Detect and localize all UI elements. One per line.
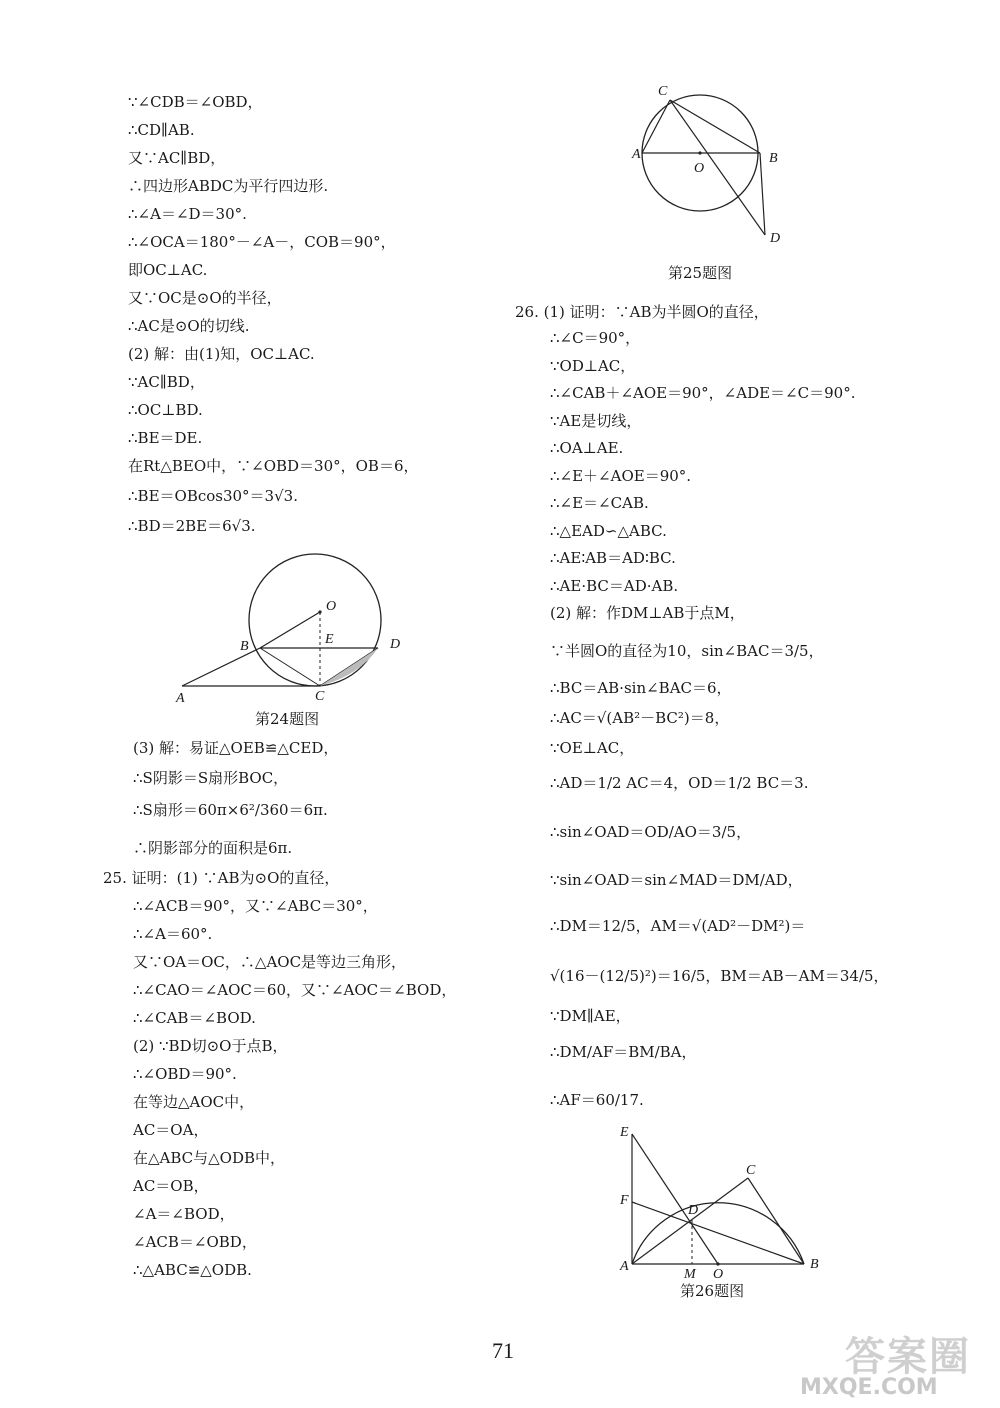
text-line: ∠ACB＝∠OBD， [133,1233,257,1251]
fig26-line-FB [632,1202,804,1264]
fig24-label-C: C [315,689,325,704]
text-line: ∴AC＝√(AB²－BC²)＝8， [550,709,730,727]
text-line: ∴∠E＝∠CAB. [550,494,649,512]
text-line: ∴DM/AF＝BM/BA， [550,1043,697,1061]
text-line: ∵半圆O的直径为10，sin∠BAC＝3/5， [550,642,824,660]
text-line: 26. (1) 证明：∵AB为半圆O的直径， [515,303,769,321]
text-line: ∵DM∥AE， [550,1007,631,1025]
text-line: ∴BE＝OBcos30°＝3√3. [128,487,298,505]
text-line: ∴∠CAB＝∠BOD. [133,1009,256,1027]
text-line: ∴AC是⊙O的切线. [128,317,250,335]
figure-25 [630,80,790,250]
fig24-label-A: A [176,691,185,706]
fig25-label-A: A [632,147,641,162]
fig26-label-C: C [746,1163,756,1178]
fig25-label-C: C [658,84,668,99]
fig25-label-D: D [770,231,781,246]
text-line: 在等边△AOC中， [133,1093,255,1111]
fig24-label-O: O [326,599,337,614]
fig25-label-B: B [769,151,778,166]
text-line: ∵sin∠OAD＝sin∠MAD＝DM/AD， [550,871,803,889]
text-line: ∵AE是切线， [550,412,642,430]
text-line: ∠A＝∠BOD， [133,1205,235,1223]
text-line: ∴S阴影＝S扇形BOC， [133,769,289,787]
watermark-url: MXQE.COM [800,1375,938,1400]
fig26-line-EO [632,1134,718,1264]
text-line: ∴BE＝DE. [128,429,203,447]
fig24-label-B: B [240,639,249,654]
text-line: ∴OC⊥BD. [128,401,203,419]
watermark-logo: 答案圈 [845,1334,971,1380]
fig24-label-E: E [325,632,334,647]
text-line: AC＝OA， [133,1121,209,1139]
text-line: ∴BC＝AB·sin∠BAC＝6， [550,679,732,697]
text-line: 又∵AC∥BD， [128,149,226,167]
text-line: ∴△ABC≌△ODB. [133,1261,252,1279]
text-line: ∵∠CDB＝∠OBD， [128,93,263,111]
text-line: √(16－(12/5)²)＝16/5，BM＝AB－AM＝34/5， [550,967,889,985]
fig25-line-BD [760,153,765,235]
text-line: ∴AD＝1/2 AC＝4，OD＝1/2 BC＝3. [550,774,809,792]
text-line: (2) 解：由(1)知，OC⊥AC. [128,345,315,363]
text-line: ∴∠A＝60°. [133,925,213,943]
fig25-caption: 第25题图 [668,264,733,282]
fig26-label-O: O [713,1267,724,1282]
text-line: (3) 解：易证△OEB≌△CED， [133,739,339,757]
fig24-circle [249,554,381,686]
text-line: ∴∠CAB＋∠AOE＝90°，∠ADE＝∠C＝90°. [550,384,856,402]
text-line: 在△ABC与△ODB中， [133,1149,286,1167]
fig24-label-D: D [390,637,401,652]
fig25-line-AC [642,100,670,153]
text-line: 即OC⊥AC. [128,261,208,279]
fig26-line-AC [632,1178,748,1264]
fig26-line-CB [748,1178,804,1264]
text-line: ∴∠E＋∠AOE＝90°. [550,467,692,485]
text-line: 又∵OA＝OC，∴△AOC是等边三角形， [133,953,407,971]
text-line: 25. 证明：(1) ∵AB为⊙O的直径， [103,869,340,887]
figure-26 [618,1122,828,1282]
text-line: ∴AE∶AB＝AD∶BC. [550,549,676,567]
text-line: ∵AC∥BD， [128,373,205,391]
text-line: ∴AF＝60/17. [550,1091,644,1109]
fig26-label-D: D [688,1203,699,1218]
fig26-label-F: F [620,1193,629,1208]
text-line: 在Rt△BEO中，∵∠OBD＝30°，OB＝6， [128,457,419,475]
text-line: ∴DM＝12/5，AM＝√(AD²－DM²)＝ [550,917,806,935]
fig25-label-O: O [694,161,705,176]
figure-24 [170,550,410,720]
text-line: 又∵OC是⊙O的半径， [128,289,282,307]
text-line: (2) 解：作DM⊥AB于点M， [550,604,745,622]
text-line: ∴∠CAO＝∠AOC＝60，又∵∠AOC＝∠BOD， [133,981,457,999]
fig26-label-A: A [620,1259,629,1274]
page-number: 71 [492,1338,514,1363]
text-line: ∵OD⊥AC， [550,357,636,375]
text-line: ∴∠ACB＝90°，又∵∠ABC＝30°， [133,897,378,915]
text-line: (2) ∵BD切⊙O于点B， [133,1037,288,1055]
text-line: ∴S扇形＝60π×6²/360＝6π. [133,801,328,819]
text-line: ∴BD＝2BE＝6√3. [128,517,256,535]
text-line: ∴∠OBD＝90°. [133,1065,237,1083]
fig26-label-E: E [620,1125,629,1140]
text-line: ∴AE·BC＝AD·AB. [550,577,679,595]
text-line: AC＝OB， [133,1177,209,1195]
text-line: ∴CD∥AB. [128,121,195,139]
text-line: ∴四边形ABDC为平行四边形. [128,177,329,195]
fig24-line-BO [260,612,320,648]
fig26-label-B: B [810,1257,819,1272]
text-line: ∴△EAD∽△ABC. [550,522,667,540]
fig26-label-M: M [684,1267,696,1282]
fig25-line-CB [670,100,760,153]
text-line: ∴sin∠OAD＝OD/AO＝3/5， [550,823,752,841]
text-line: ∴∠OCA＝180°－∠A－，COB＝90°， [128,233,396,251]
text-line: ∴阴影部分的面积是6π. [133,839,293,857]
fig26-caption: 第26题图 [680,1282,745,1300]
text-line: ∴∠A＝∠D＝30°. [128,205,247,223]
text-line: ∵OE⊥AC， [550,739,635,757]
fig25-line-CD [670,100,765,235]
fig24-caption: 第24题图 [255,710,320,728]
text-line: ∴OA⊥AE. [550,439,624,457]
text-line: ∴∠C＝90°， [550,329,641,347]
